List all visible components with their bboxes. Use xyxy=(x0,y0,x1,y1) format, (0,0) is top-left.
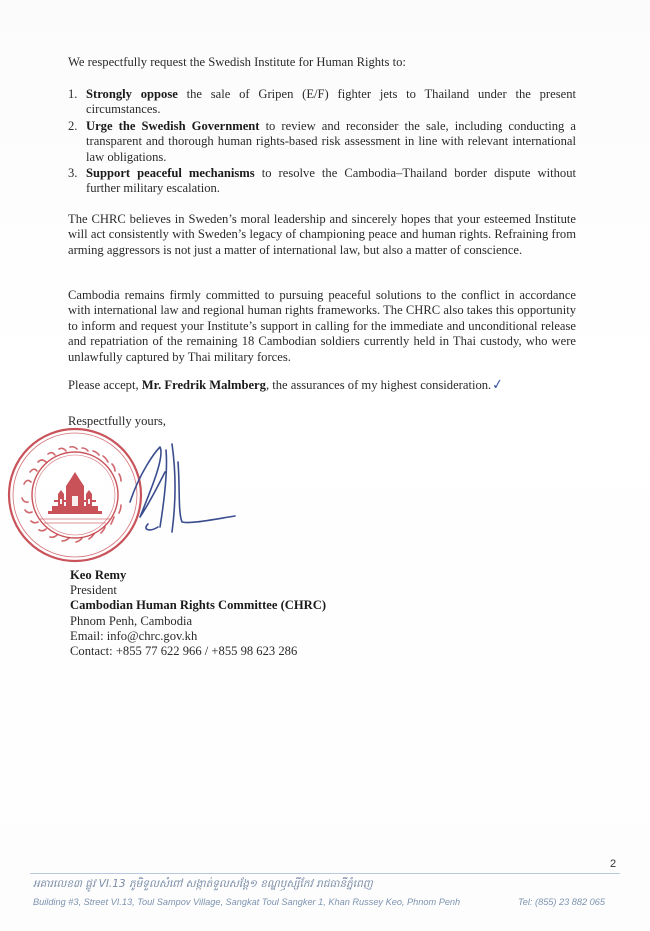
handwritten-signature xyxy=(120,432,270,552)
request-item-2 xyxy=(68,119,576,165)
request-number: 1. xyxy=(68,87,78,101)
signer-block xyxy=(70,568,470,659)
request-item-3 xyxy=(68,166,576,197)
footer-address: Building #3, Street VI.13, Toul Sampov Village, Sangkat Toul Sangker 1, Khan Russey Keo, Phnom Penh xyxy=(33,897,461,907)
request-intro: We respectfully request the Swedish Institute for Human Rights to: xyxy=(68,55,406,69)
footer-divider xyxy=(30,873,620,874)
request-bold: Strongly oppose xyxy=(86,87,178,101)
request-bold: Support peaceful mechanisms xyxy=(86,166,255,181)
paragraph-moral-leadership: The CHRC believes in Sweden’s moral leadership and sincerely hopes that your esteemed Institute will act consistently with Sweden’s legacy of championing peace and human rights. Refraining from arming aggressors is not just a matter of international law, but also a matter of conscience. xyxy=(68,212,576,257)
signer-title: President xyxy=(70,583,117,598)
closing-suffix: , the assurances of my highest consideration. xyxy=(265,378,492,392)
request-text: the sale of Gripen (E/F) fighter jets to Thailand under the present circumstances. xyxy=(86,87,576,117)
signer-organization: Cambodian Human Rights Committee (CHRC) xyxy=(70,598,327,613)
signer-location: Phnom Penh, Cambodia xyxy=(70,613,193,628)
request-text: to resolve the Cambodia–Thailand border dispute without further military escalation. xyxy=(86,166,576,196)
request-number: 2. xyxy=(68,118,78,133)
page-number: 2 xyxy=(610,858,617,870)
footer-khmer-address: អគារលេខ៣ ផ្លូវ VI.13 ភូមិទួលសំពៅ សង្កាត់ទួលសង្គែ១ ខណ្ឌឫស្សីកែវ រាជធានីភ្នំពេញ xyxy=(33,878,373,890)
request-list xyxy=(68,87,576,198)
request-bold: Urge the Swedish Government xyxy=(86,118,260,133)
sign-off: Respectfully yours, xyxy=(68,414,166,428)
signer-name: Keo Remy xyxy=(70,568,127,582)
paragraph-peaceful-solutions: Cambodia remains firmly committed to pursuing peaceful solutions to the conflict in accordance with international law and regional human rights frameworks. The CHRC also takes this opportunity to inform and request your Institute’s support in calling for the immediate and unconditional release and repatriation of the remaining 18 Cambodian soldiers currently held in Thai custody, who were unlawfully captured by Thai military forces. xyxy=(68,288,576,364)
request-number: 3. xyxy=(68,166,78,181)
request-text: to review and reconsider the sale, including conducting a transparent and thorough human rights-based risk assessment in line with relevant international law obligations. xyxy=(86,118,576,164)
request-item-1 xyxy=(68,87,576,118)
signer-contact: Contact: +855 77 622 966 / +855 98 623 286 xyxy=(70,644,298,659)
checkmark-icon: ✓ xyxy=(491,377,505,394)
footer-telephone: Tel: (855) 23 882 065 xyxy=(518,897,606,907)
closing-recipient-name: Mr. Fredrik Malmberg xyxy=(141,378,266,392)
signer-email: Email: info@chrc.gov.kh xyxy=(70,628,198,643)
closing-line xyxy=(68,378,588,393)
closing-prefix: Please accept, xyxy=(68,378,142,392)
